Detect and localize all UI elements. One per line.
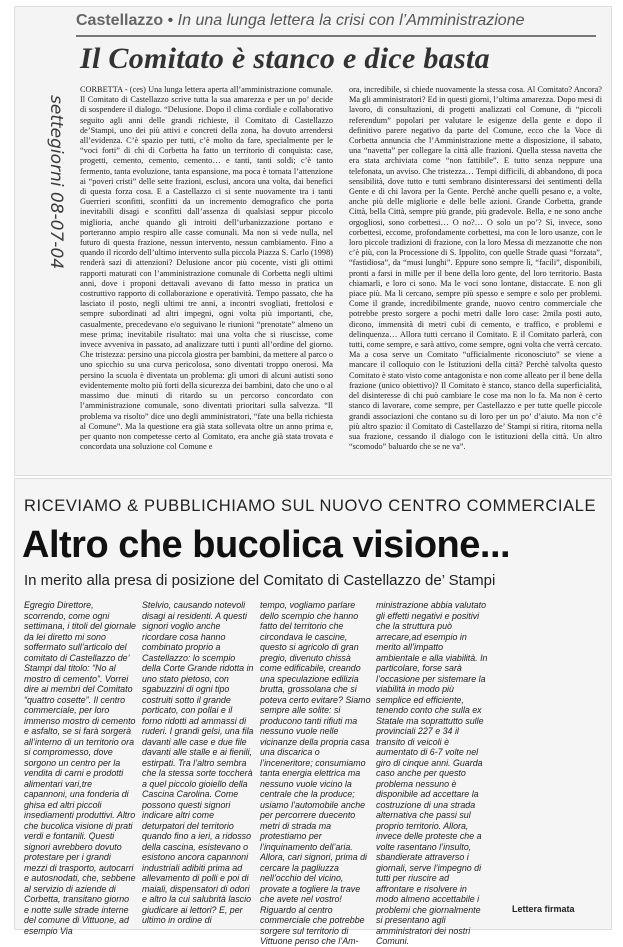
article2-column-1: Egregio Direttore, scorrendo, come ogni settimana, i titoli del giornale da lei diretto mi sono soffermato sull’articolo del comitato di Castellazzo de’ Stampi dal titolo: “No al mostro di cemento”. Vorrei dire ai membri del Comitato “quattro cosette”. Il centro commerciale, per loro immenso mostro di cemento e asfalto, se si farà sorgerà all’interno di un territorio ora si compromesso, dove sorgono un centro per la vendita di carni e prodotti alimentari vari,tre capannoni, una fonderia di ghisa ed altri piccoli insediamenti produttivi. Altro che bucolica visione di prati verdi e fontanili. Questi signori avrebbero dovuto protestare per i grandi mezzi di trasporto, autocarri e autosnodati, che, sebbene al servizio di aziende di Corbetta, transitano giorno e notte sulle strade interne del comune di Vittuone, ad esempio Via	[24, 600, 136, 936]
handwritten-note-text: settegiorni 08-07-04	[46, 95, 66, 270]
article2-title: Altro che bucolica visione...	[22, 524, 511, 566]
article2-column-3: tempo, vogliamo parlare dello scempio che hanno fatto del territorio che circondava le cascine, questo si agricolo di gran pregio, divenuto chissà come edificabile, creando una speculazione edilizia brutta, grossolana che si poteva certo evitare? Siamo sempre alle solite: si producono tanti rifiuti ma nessuno vuole nelle vicinanze della propria casa una discarica o l’inceneritore; consumiamo tanta energia elettrica ma nessuno vuole vicino la centrale che la produce; usiamo l’automobile anche per percorrere duecento metri di strada ma protestiamo per l’inquinamento dell’aria. Allora, cari signori, prima di cercare la pagliuzza nell’occhio del vicino, provate a togliere la trave che avete nel vostro! Riguardo al centro commerciale che potrebbe sorgere sul territorio di Vittuone penso che l’Am-	[260, 600, 371, 946]
article1-column-1: CORBETTA - (ces) Una lunga lettera aperta all’amministrazione comunale. Il Comitato di Castellazzo scrive tutta la sua amarezza e per un po’ decide di sospendere il dialogo. “Delusione. Dopo il clima cordiale e collaborativo seguito agli anni delle grandi richieste, il Comitato di Castellazzo de’Stampi, uno dei più attivi e concreti della zona, ha dovuto arrendersi all’evidenza. C’è spazio per tutti, c’è molto da fare, specialmente per le “voci forti” di chi di Corbetta ha fatto un territorio di conquista: case, progetti, cemento, cemento, cemento… e tanti, tanti soldi; c’è tanto fermento, tanta evoluzione, tanta espansione, ma poca è tornata l’attenzione ai “poveri cristi” delle sette frazioni, esclusi, ancora una volta, dai benefici di questa forza cosa. E a Castellazzo ci si sente nuovamente tra i tanti Guerrieri sconfitti, sconfitti da un incremento demografico che porta inevitabili disagi e sconfitti dall’assenza di qualsiasi seppur piccolo miglioria, anche quando gli introiti dell’urbanizzazione portano e porteranno ampio respiro alle casse comunali. Ma non si vede nulla, nel futuro di questa frazione, nessun intervento, nessun cambiamento. Fino a quando il ricordo dell’ultimo intervento sulla piccola Piazza S. Carlo (1998) renderà sazi di attenzioni? Delusione ancor più cocente, visti gli ottimi rapporti maturati con l’amministrazione comunale di Corbetta negli ultimi anni, dove i proponi dettavali avevano di fatto messo in pratica un costruttivo rapporto di collaborazione e operatività. Tempo passato, che ha lasciato il posto, negli ultimi tre anni, a incontri svogliati, frettolosi e sempre subordinati ad altri impegni, ogni volta più importanti, che, casualmente, precedevano e/o seguivano le riunioni “prenotate” almeno un mese prima; inevitabile risultato: mai una volta che si riuscisse, come invece avveniva in passato, ad analizzare tutti i punti all’ordine del giorno. Che tristezza: persino una piccola giostra per bambini, da mettere al parco o uno spicchio su una curva pericolosa, sono diventati troppo onerosi. Ma persino la scuola è diventata un problema: gli umori di alcuni autisti sono evidentemente molto più forti della sicurezza dei bambini, dato che uno o al massimo due minuti di ritardo su un percorso concordato con l’amministrazione comunale, sono diventati prioritari sulla salvezza. “Il problema va risolto” dice uno degli amministratori, “fate una bella richiesta al Comune”. Ma la questione era già stata sollevata oltre un anno prima e, per quanto non competesse certo al Comitato, era anche già stata trovata e concordata una soluzione col Comune e	[80, 85, 333, 452]
kicker-section: Castellazzo	[76, 12, 164, 29]
handwritten-date-note	[31, 95, 69, 395]
handwritten-note-svg	[31, 95, 69, 395]
header-rule	[76, 35, 596, 37]
article1-column-2: ora, incredibile, si chiede nuovamente la stessa cosa. Al Comitato? Ancora? Ma gli amministratori? Ed in questi giorni, l’ultima amarezza. Dopo mesi di lavoro, di consultazioni, di progetti analizzati col Comune, di “piccoli referendum” popolari per valutare le esigenze della gente e dopo il definitivo parere negativo da parte del Comune, ecco che la Voce di Corbetta annuncia che l’Amministrazione mette a disposizione, il sabato, una “navetta” per collegare la città alle frazioni. Quella stessa navetta che era stata archiviata come “non fattibile”. E tutto senza neppure una telefonata, un avviso. Che tristezza… Tempi difficili, di abbandono, di poca sensibilità, dove tutto e tutti sembrano disinteressarsi dei sentimenti della Gente e di chi lavora per la Gente. Perchè anche quelli pesano e, a volte, anche più delle migliorie e delle belle azioni. Grande Corbetta, grande Città, bella Città, sempre più grande, più gradevole. Bella, e ne sono anche orgogliosi, sono corbettesi… O no?… O solo un po’? Sì, invece, sono corbettesi, eccome, profondamente corbettesi, ma con le loro usanze, con le loro piccole tradizioni di frazione, con la loro Messa di mezzanotte che non c’è più, con la Processione di S. Ippolito, con quelle Strade quasi “forzata”, “fastidiosa”, da “musi lunghi”. Eppure sono sempre lì, “facili”, disponibili, pronti a farsi in mille per il bene della loro gente, del loro territorio. Basta chiamarli, e loro ci sono. Ma le voci sono lontane, distaccate. E non gli piace più. Ma li cercano, sempre più spesso e sempre e solo per problemi. Come il grande, incredibilmente grande, nuovo centro commerciale che potrebbe presto sorgere a pochi metri dalle loro case: 2mila posti auto, dicono, immensità di metri cubi di cemento, e traffico, e problemi e delinquenza… Allora tutti cercano il Comitato. E il Comitato parlerà, con tutti, come sempre, e sarà attivo, come sempre, ogni volta che verrà cercato. Ma a cosa serve un Comitato “ufficialmente riconosciuto” se viene a mancare il colloquio con le Istituzioni della città? Perchè talvolta questo Comitato è stato visto come antagonista e non come alleato per il bene della frazione (unico obiettivo)? Il Comitato è stanco, stanco della superficialità, del disinteresse di chi può cambiare le cose ma non lo fa. Ma non è certo stanco di lavorare, come sempre, per Castellazzo e per tutte quelle piccole grandi associazioni che contano su di loro per un po’ d’aiuto. Ma non c’è più altro spazio: il Comitato di Castellazzo de’ Stampi si ritira, ritorna nella sua frazione, cessando il dialogo con le istituzioni della città. Un altro “scomodo” baluardo che se ne va”.	[349, 85, 602, 452]
article2-signature: Lettera firmata	[512, 904, 575, 914]
article1-body	[80, 85, 605, 470]
kicker-text: In una lunga lettera la crisi con l’Amministrazione	[177, 12, 525, 29]
article2-body	[24, 600, 599, 946]
article2-column-2: Stelvio, causando notevoli disagi ai residenti. A questi signori voglio anche ricordare cosa hanno combinato proprio a Castellazzo: lo scempio della Corte Grande ridotta in uno stato pietoso, con sgabuzzini di ogni tipo costruiti sotto il grande porticato, con pollai e il forno ridotti ad ammassi di ruderi. I grandi gelsi, una fila davanti alle case e due file davanti alle stalle e ai fienili, estirpati. Tra l’altro sembra che la stessa sorte toccherà a quel piccolo gioiello della Cascina Carolina. Come possono questi signori indicare altri come deturpatori del territorio quando fino a ieri, a ridosso della cascina, esistevano o esistono ancora capannoni industriali adibiti prima ad allevamento di polli e poi di maiali, dispensatori di odori e altro la cui salubrità lascio giudicare ai lettori? E, per ultimo in ordine di	[142, 600, 254, 925]
article2-column-4: ministrazione abbia valutato gli effetti negativi e positivi che la struttura può arrecare,ad esempio in merito all’impatto ambientale e alla viabilità. In particolare, forse sarà l’occasione per sistemare la viabilità in modo più semplice ed efficiente, tenendo conto che sulla ex Statale ma soprattutto sulle provinciali 227 e 34 il transito di veicoli è aumentato di 6-7 volte nel giro di cinque anni. Guarda caso anche per questo problema nessuno è disponibile ad accettare la costruzione di una strada alternativa che passi sul proprio territorio. Allora, invece delle proteste che a volte rasentano l’insulto, sbandierate attraverso i giornali, serve l’impegno di tutti per riuscire ad affrontare e risolvere in modo almeno accettabile i problemi che giornalmente si presentano agli amministratori dei nostri Comuni.	[376, 600, 488, 946]
article2-subtitle: In merito alla presa di posizione del Comitato di Castellazzo de’ Stampi	[24, 572, 496, 589]
article1-title: Il Comitato è stanco e dice basta	[80, 42, 490, 75]
kicker-bullet: •	[167, 12, 174, 29]
article1-kicker	[76, 12, 524, 30]
article2-kicker: RICEVIAMO & PUBBLICHIAMO SUL NUOVO CENTRO COMMERCIALE	[24, 497, 597, 515]
